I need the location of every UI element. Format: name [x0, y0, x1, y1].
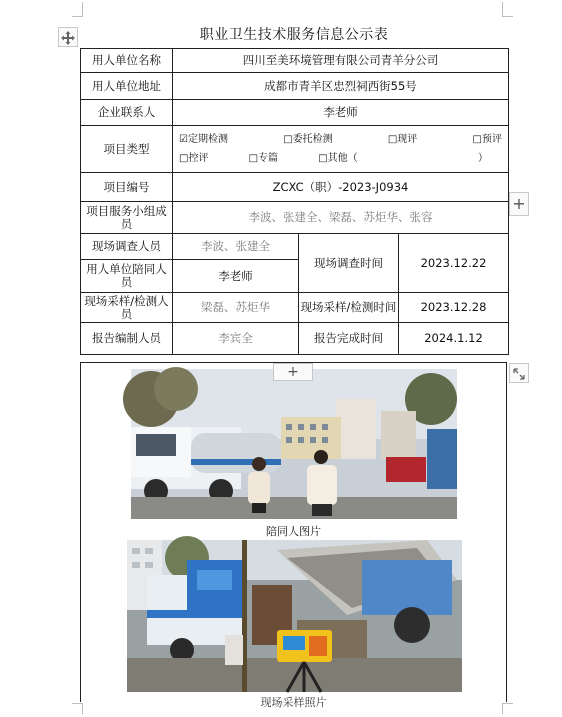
table-row: [81, 202, 509, 234]
table-row: [81, 173, 509, 202]
employer-address-value: 成都市青羊区忠烈祠西街55号: [173, 73, 509, 100]
sampling-photo-caption: 现场采样照片: [260, 696, 327, 709]
accompany-label: 用人单位陪同人员: [81, 260, 173, 293]
accompany-value: 李老师: [173, 260, 299, 293]
report-staff-label: 报告编制人员: [81, 323, 173, 355]
employer-name-label: 用人单位名称: [81, 49, 173, 73]
report-time-value: 2024.1.12: [399, 323, 509, 355]
move-icon: [61, 31, 75, 45]
sampling-photo[interactable]: [127, 540, 462, 692]
table-row: [81, 49, 509, 73]
option-periodic-test[interactable]: ☑定期检测: [179, 133, 228, 145]
accompany-photo[interactable]: [131, 369, 457, 519]
option-status-evaluation[interactable]: □现评: [387, 133, 418, 145]
report-staff-value: 李宾全: [173, 323, 299, 355]
sampling-staff-value: 梁磊、苏炬华: [173, 293, 299, 323]
info-table: [80, 48, 509, 355]
option-control-evaluation[interactable]: □控评: [179, 152, 209, 164]
employer-name-value: 四川至美环境管理有限公司青羊分公司: [173, 49, 509, 73]
option-pre-evaluation[interactable]: □预评: [472, 133, 502, 145]
table-row: [81, 73, 509, 100]
sampling-time-value: 2023.12.28: [399, 293, 509, 323]
resize-icon: [512, 367, 526, 381]
option-other-close: ）: [477, 152, 488, 164]
sampling-time-label: 现场采样/检测时间: [299, 293, 399, 323]
project-type-row-2: [179, 152, 502, 166]
project-type-label: 项目类型: [81, 126, 173, 173]
survey-staff-label: 现场调查人员: [81, 234, 173, 260]
employer-address-label: 用人单位地址: [81, 73, 173, 100]
page-corner-mark: [72, 2, 83, 17]
contact-label: 企业联系人: [81, 100, 173, 126]
page-title: 职业卫生技术服务信息公示表: [199, 27, 389, 43]
project-no-label: 项目编号: [81, 173, 173, 202]
add-column-button[interactable]: +: [509, 192, 529, 216]
sampling-staff-label: 现场采样/检测人员: [81, 293, 173, 323]
survey-time-value: 2023.12.22: [399, 234, 509, 293]
table-row: [81, 100, 509, 126]
survey-time-label: 现场调查时间: [299, 234, 399, 293]
option-special-chapter[interactable]: □专篇: [248, 152, 279, 164]
photo-cell: [80, 362, 507, 709]
accompany-photo-caption: 陪同人图片: [266, 525, 321, 538]
table-move-handle[interactable]: [58, 27, 78, 47]
sampling-photo-image: [127, 540, 462, 692]
project-type-row-1: [179, 133, 502, 147]
option-entrusted-test[interactable]: □委托检测: [283, 133, 333, 145]
table-row: [81, 323, 509, 355]
insert-row-button[interactable]: +: [273, 363, 313, 381]
table-row: [81, 293, 509, 323]
contact-value: 李老师: [173, 100, 509, 126]
option-other[interactable]: □其他（: [318, 152, 358, 164]
table-row: [81, 234, 509, 260]
survey-staff-value: 李波、张建全: [173, 234, 299, 260]
project-type-options: [173, 126, 509, 173]
report-time-label: 报告完成时间: [299, 323, 399, 355]
team-value: 李波、张建全、梁磊、苏炬华、张容: [173, 202, 509, 234]
project-no-value: ZCXC（职）-2023-J0934: [173, 173, 509, 202]
accompany-photo-image: [131, 369, 457, 519]
table-row: [81, 126, 509, 173]
resize-handle[interactable]: [509, 363, 529, 383]
team-label: 项目服务小组成员: [81, 202, 173, 234]
page-corner-mark: [502, 2, 513, 17]
